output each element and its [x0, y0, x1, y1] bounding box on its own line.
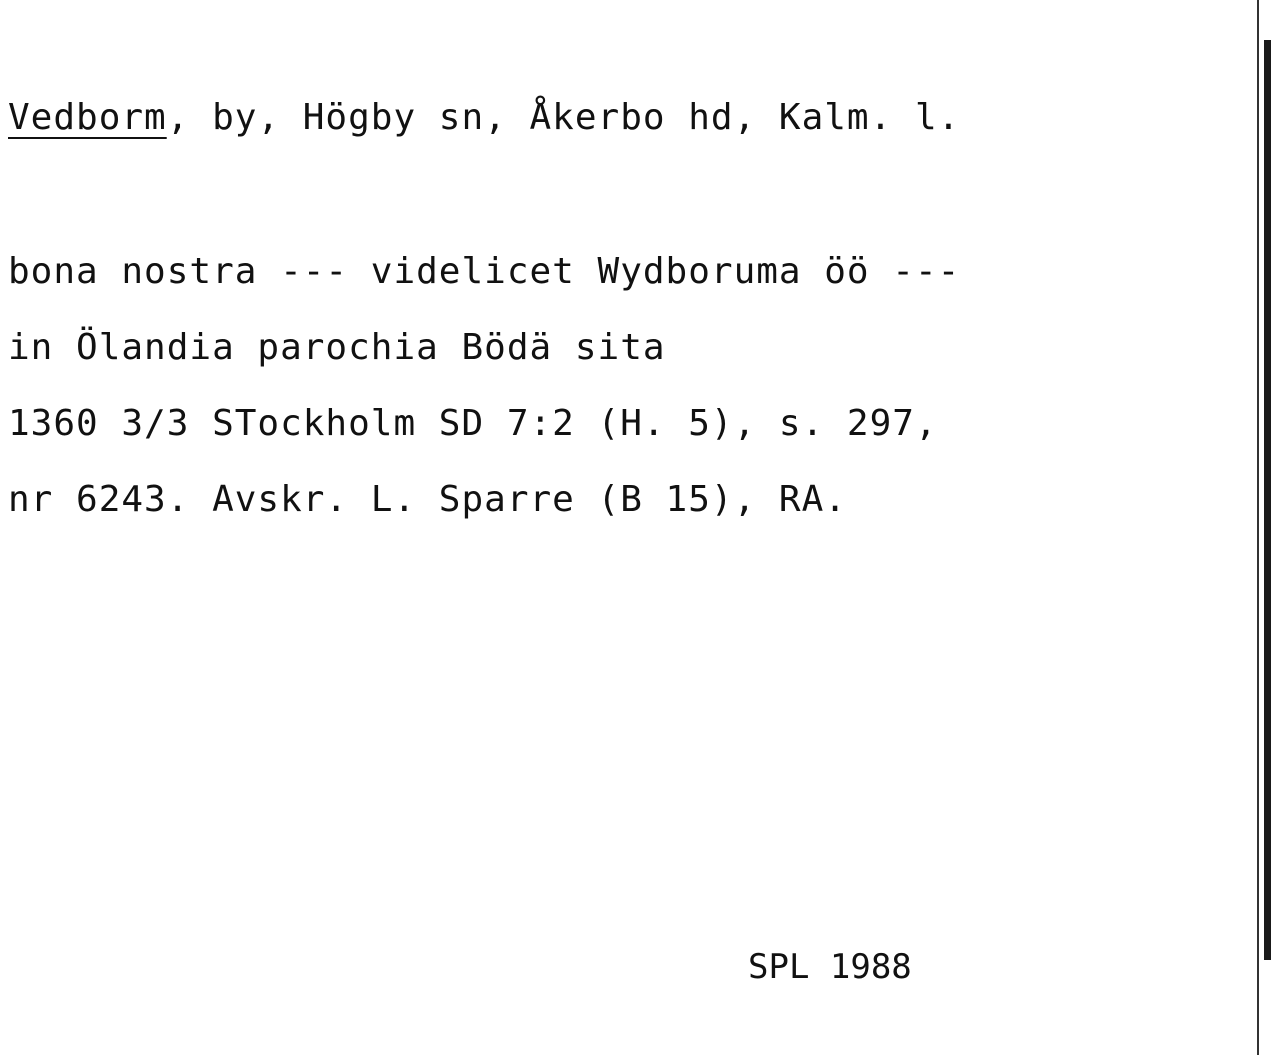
source-line-1: 1360 3/3 STockholm SD 7:2 (H. 5), s. 297,	[8, 403, 938, 444]
quote-line-1: bona nostra --- videlicet Wydboruma öö ---	[8, 251, 961, 292]
quote-line-2: in Ölandia parochia Bödä sita	[8, 327, 666, 368]
card-edge-line	[1257, 0, 1259, 1055]
heading-details: , by, Högby sn, Åkerbo hd, Kalm. l.	[166, 97, 961, 138]
card-edge-bar	[1264, 40, 1271, 960]
headword: Vedborm	[8, 97, 167, 138]
signature: SPL 1988	[748, 947, 912, 987]
heading-line	[8, 96, 960, 140]
source-line-2: nr 6243. Avskr. L. Sparre (B 15), RA.	[8, 479, 847, 520]
